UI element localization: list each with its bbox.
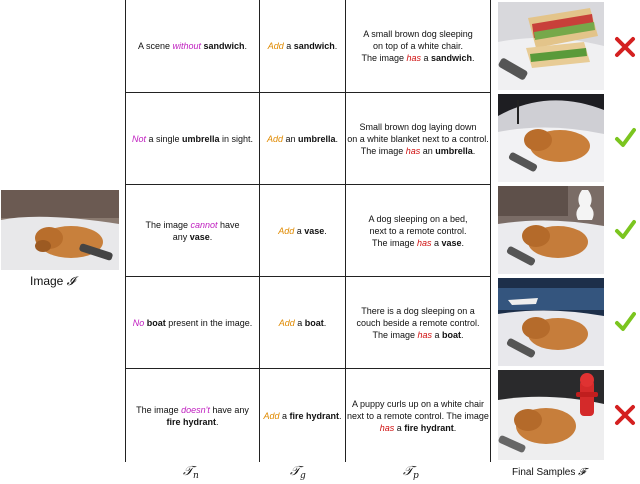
- final-sample-image: [498, 278, 604, 366]
- tg-column-label: 𝒯$_g$: [290, 464, 306, 481]
- pass-check-icon: [614, 311, 636, 333]
- tp-cell: A dog sleeping on a bed, next to a remote control. The image has a vase.: [368, 213, 468, 248]
- grid-line: [490, 0, 491, 462]
- tn-cell: No boat present in the image.: [132, 317, 253, 328]
- final-sample-image: [498, 370, 604, 460]
- pass-check-icon: [614, 219, 636, 241]
- tn-cell: The image doesn't have any fire hydrant.: [136, 404, 249, 427]
- final-sample-image: [498, 186, 604, 274]
- tp-column-label: 𝒯$_p$: [403, 464, 419, 481]
- final-samples-label: Final Samples 𝓕: [512, 467, 586, 478]
- caption-prefix: Image: [30, 274, 64, 288]
- pass-check-icon: [614, 127, 636, 149]
- tg-cell: Add a boat.: [278, 317, 327, 328]
- tn-cell: Not a single umbrella in sight.: [131, 133, 254, 144]
- tn-cell: The image cannot have any vase.: [145, 219, 240, 242]
- tn-column-label: 𝒯$_n$: [183, 464, 199, 481]
- final-sample-image: [498, 2, 604, 90]
- fail-cross-icon: [614, 404, 636, 426]
- final-sample-image: [498, 94, 604, 182]
- tp-cell: Small brown dog laying down on a white blanket next to a control. The image has an umbrella.: [347, 121, 489, 156]
- fail-cross-icon: [614, 36, 636, 58]
- source-image: [1, 190, 119, 270]
- caption-symbol: 𝓘: [66, 274, 75, 288]
- tp-cell: There is a dog sleeping on a couch beside a remote control. The image has a boat.: [356, 305, 480, 340]
- source-image-caption: [30, 274, 75, 289]
- tg-cell: Add a fire hydrant.: [263, 410, 342, 421]
- tp-cell: A puppy curls up on a white chair next to a remote control. The image has a fire hydrant.: [347, 398, 489, 433]
- tg-cell: Add a vase.: [278, 225, 327, 236]
- tp-cell: A small brown dog sleeping on top of a white chair. The image has a sandwich.: [361, 29, 475, 63]
- tg-cell: Add a sandwich.: [267, 41, 338, 51]
- tn-cell: A scene without sandwich.: [137, 41, 248, 51]
- tg-cell: Add an umbrella.: [266, 133, 339, 144]
